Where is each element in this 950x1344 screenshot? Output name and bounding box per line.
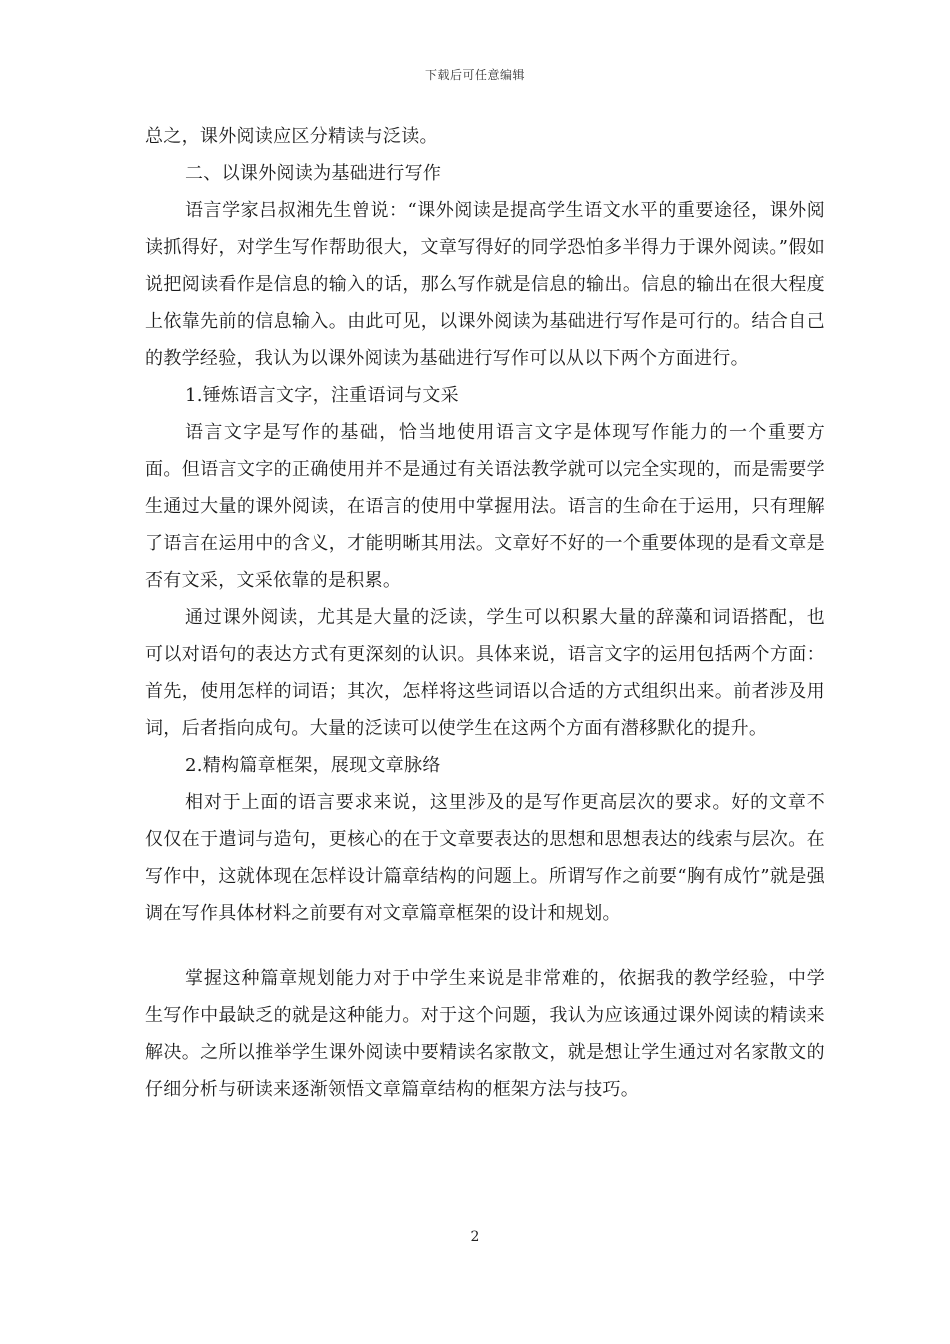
paragraph-structure: 相对于上面的语言要求来说，这里涉及的是写作更高层次的要求。好的文章不仅仅在于遣词与造句，更核心的在于文章要表达的思想和思想表达的线索与层次。在写作中，这就体现在怎样设计篇章结构的问题上。所谓写作之前要“胸有成竹”就是强调在写作具体材料之前要有对文章篇章框架的设计和规划。 — [145, 792, 825, 924]
paragraph-gap — [145, 932, 825, 960]
document-body — [145, 118, 825, 1108]
section-heading-2: 二、以课外阅读为基础进行写作 — [185, 163, 442, 184]
paragraph-language: 语言文字是写作的基础，恰当地使用语言文字是体现写作能力的一个重要方面。但语言文字的正确使用并不是通过有关语法教学就可以完全实现的，而是需要学生通过大量的课外阅读，在语言的使用中掌握用法。语言的生命在于运用，只有理解了语言在运用中的含义，才能明晰其用法。文章好不好的一个重要体现的是看文章是否有文采，文采依靠的是积累。 — [145, 422, 825, 591]
paragraph-extensive-reading: 通过课外阅读，尤其是大量的泛读，学生可以积累大量的辞藻和词语搭配，也可以对语句的表达方式有更深刻的认识。具体来说，语言文字的运用包括两个方面：首先，使用怎样的词语；其次，怎样将这些词语以合适的方式组织出来。前者涉及用词，后者指向成句。大量的泛读可以使学生在这两个方面有潜移默化的提升。 — [145, 607, 825, 739]
subsection-heading-1: 1.锤炼语言文字，注重语词与文采 — [185, 385, 459, 406]
paragraph-quote: 语言学家吕叔湘先生曾说：“课外阅读是提高学生语文水平的重要途径，课外阅读抓得好，对学生写作帮助很大，文章写得好的同学恐怕多半得力于课外阅读。”假如说把阅读看作是信息的输入的话，那么写作就是信息的输出。信息的输出在很大程度上依靠先前的信息输入。由此可见，以课外阅读为基础进行写作是可行的。结合自己的教学经验，我认为以课外阅读为基础进行写作可以从以下两个方面进行。 — [145, 200, 825, 369]
paragraph-planning: 掌握这种篇章规划能力对于中学生来说是非常难的，依据我的教学经验，中学生写作中最缺乏的就是这种能力。对于这个问题，我认为应该通过课外阅读的精读来解决。之所以推举学生课外阅读中要精读名家散文，就是想让学生通过对名家散文的仔细分析与研读来逐渐领悟文章篇章结构的框架方法与技巧。 — [145, 968, 825, 1100]
page-header: 下载后可任意编辑 — [424, 68, 525, 82]
subsection-heading-2: 2.精构篇章框架，展现文章脉络 — [185, 755, 441, 776]
paragraph-summary: 总之，课外阅读应区分精读与泛读。 — [145, 126, 438, 147]
page-number: 2 — [470, 1229, 480, 1245]
